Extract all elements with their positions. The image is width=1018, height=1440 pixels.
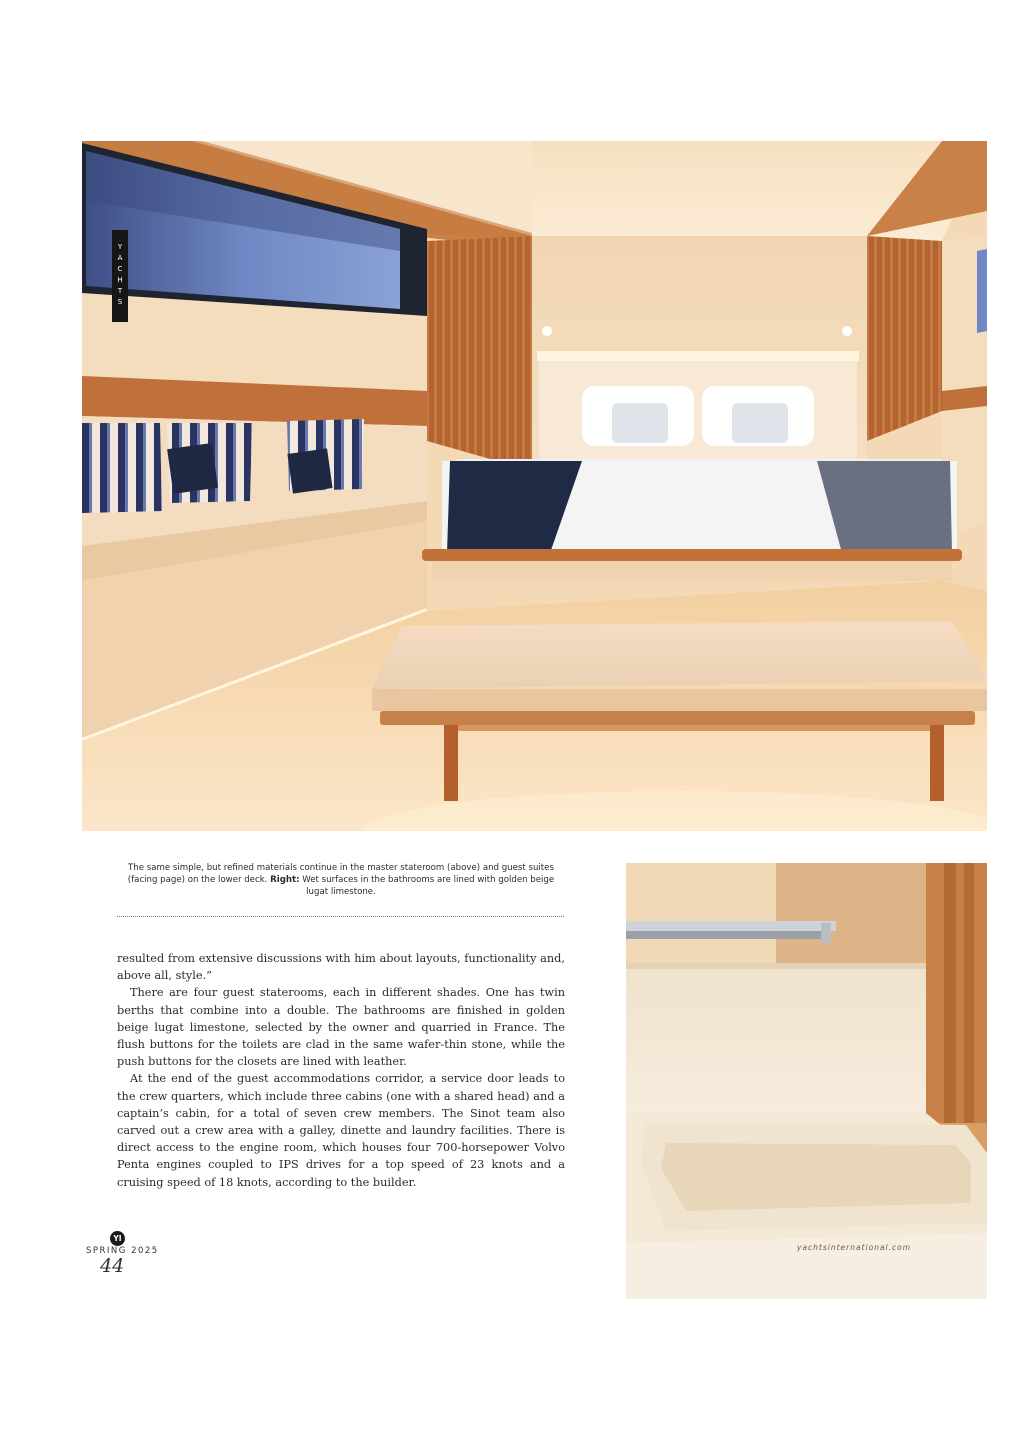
magazine-logo-icon (110, 1231, 125, 1246)
caption-bold-label: Right: (270, 875, 300, 885)
section-tab-yachts (112, 230, 128, 322)
master-stateroom-photo (82, 141, 987, 831)
bathroom-limestone-photo (626, 863, 987, 1299)
website-url: yachtsinternational.com (797, 1243, 912, 1252)
issue-label: SPRING 2025 (86, 1246, 159, 1256)
dotted-divider (117, 916, 564, 917)
body-paragraph: At the end of the guest accommodations corridor, a service door leads to the crew quarters, which include three cabins (one with a shared head) and a captain’s cabin, for a total of seven crew members. The Sinot team also carved out a crew area with a galley, dinette and laundry facilities. There is direct access to the engine room, which houses four 700-horsepower Volvo Penta engines coupled to IPS drives for a top speed of 23 knots and a cruising speed of 18 knots, according to the builder. (117, 1072, 565, 1189)
photo-caption (118, 862, 564, 898)
caption-text-part2: Wet surfaces in the bathrooms are lined with golden beige lugat limestone. (299, 875, 555, 897)
section-tab-label: YACHTS (116, 243, 124, 309)
page-number: 44 (100, 1255, 125, 1277)
article-body (117, 950, 565, 1191)
body-paragraph: resulted from extensive discussions with him about layouts, functionality and, above all, style.” (117, 952, 565, 983)
body-paragraph: There are four guest staterooms, each in different shades. One has twin berths that combine into a double. The bathrooms are finished in golden beige lugat limestone, selected by the owner and quarried in France. The flush buttons for the toilets are clad in the same wafer-thin stone, while the push buttons for the closets are lined with leather. (117, 986, 565, 1069)
caption-text-part1: The same simple, but refined materials continue in the master stateroom (above) and guest suites (facing page) on the lower deck. (127, 863, 554, 885)
magazine-logo-text: YI (113, 1234, 122, 1243)
